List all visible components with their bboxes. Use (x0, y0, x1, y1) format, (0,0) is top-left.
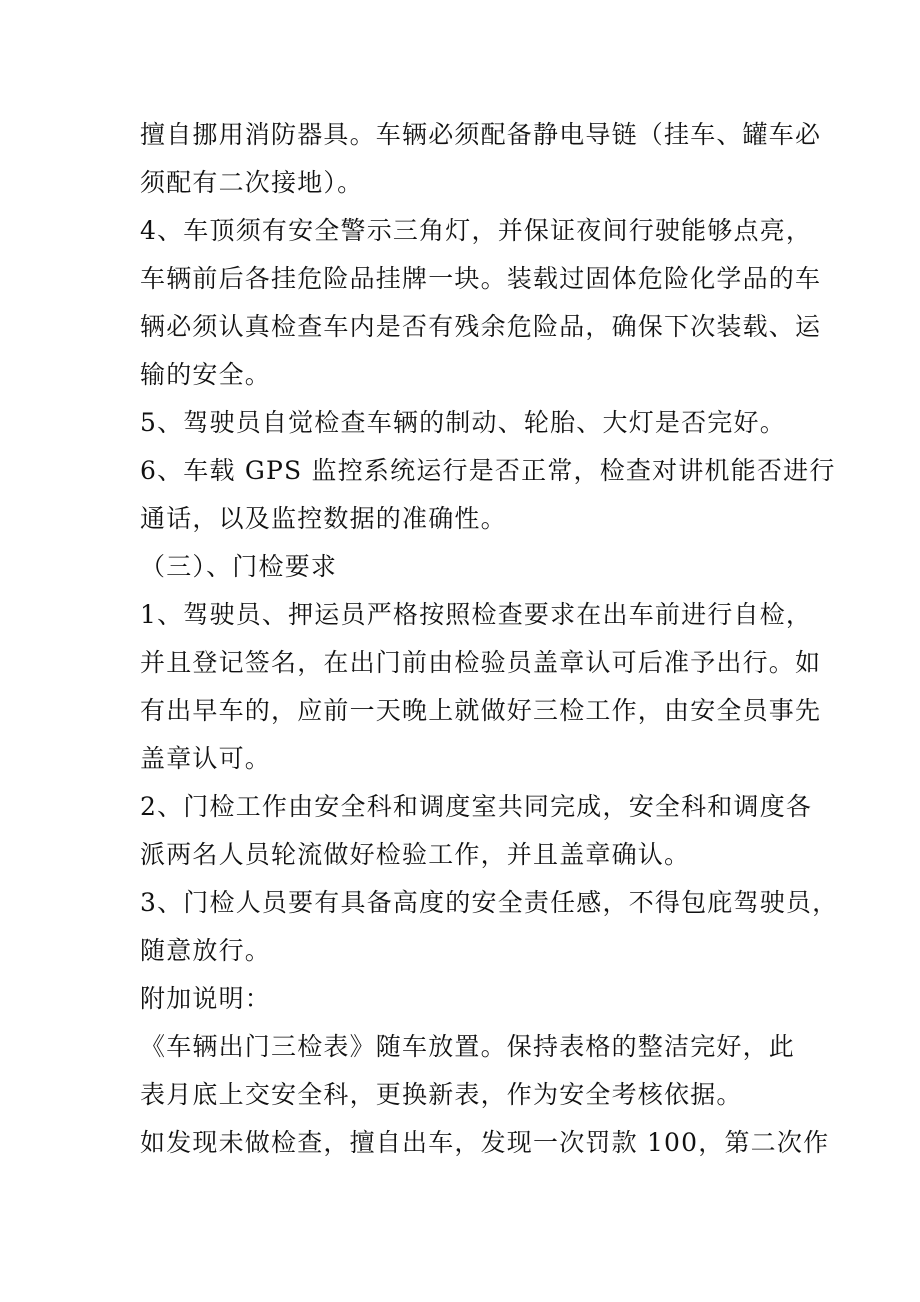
text-line: 《车辆出门三检表》随车放置。保持表格的整洁完好，此 (140, 1032, 796, 1061)
text-line: 随意放行。 (140, 936, 272, 965)
text-line: 擅自挪用消防器具。车辆必须配备静电导链（挂车、罐车必 (140, 120, 822, 149)
text-line: 通话，以及监控数据的准确性。 (140, 504, 507, 533)
text-line: 并且登记签名，在出门前由检验员盖章认可后准予出行。如 (140, 648, 822, 677)
text-line: 盖章认可。 (140, 744, 272, 773)
text-line: 输的安全。 (140, 360, 272, 389)
text-line: 6、车载 GPS 监控系统运行是否正常，检查对讲机能否进行 (140, 456, 836, 485)
text-line: 4、车顶须有安全警示三角灯，并保证夜间行驶能够点亮， (140, 216, 813, 245)
text-line: 2、门检工作由安全科和调度室共同完成，安全科和调度各 (140, 792, 813, 821)
note-heading: 附加说明： (140, 984, 272, 1013)
text-line: 1、驾驶员、押运员严格按照检查要求在出车前进行自检， (140, 600, 813, 629)
text-line: 有出早车的，应前一天晚上就做好三检工作，由安全员事先 (140, 696, 822, 725)
text-line: 须配有二次接地）。 (140, 168, 364, 197)
text-line: 派两名人员轮流做好检验工作，并且盖章确认。 (140, 840, 691, 869)
section-heading: （三）、门检要求 (140, 552, 338, 581)
text-line: 3、门检人员要有具备高度的安全责任感，不得包庇驾驶员， (140, 888, 839, 917)
text-line: 辆必须认真检查车内是否有残余危险品，确保下次装载、运 (140, 312, 822, 341)
text-line: 车辆前后各挂危险品挂牌一块。装载过固体危险化学品的车 (140, 264, 822, 293)
text-line: 5、驾驶员自觉检查车辆的制动、轮胎、大灯是否完好。 (140, 408, 786, 437)
text-line: 如发现未做检查，擅自出车，发现一次罚款 100，第二次作 (140, 1128, 830, 1157)
text-line: 表月底上交安全科，更换新表，作为安全考核依据。 (140, 1080, 743, 1109)
